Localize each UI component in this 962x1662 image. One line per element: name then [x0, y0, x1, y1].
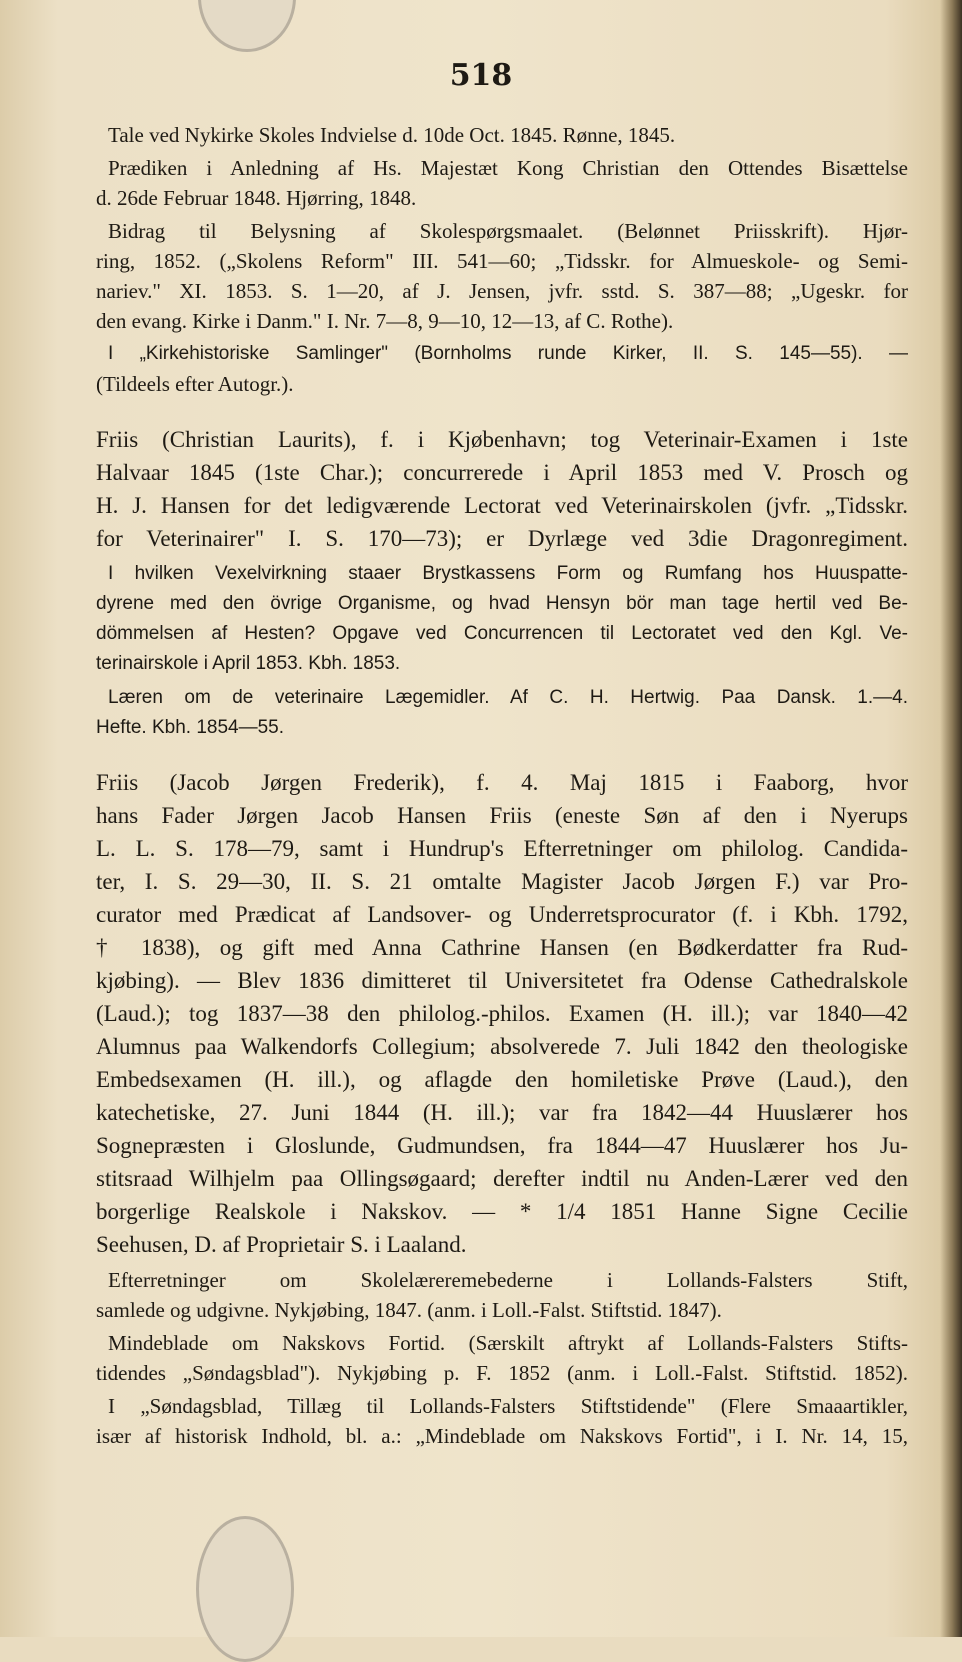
text-line: Seehusen, D. af Proprietair S. i Laaland.	[96, 1232, 467, 1257]
text-line: især af historisk Indhold, bl. a.: „Mindeblade om Nakskovs Fortid", i I. Nr. 14, 15,	[96, 1424, 908, 1448]
text-line: Læren om de veterinaire Lægemidler. Af C. H. Hertwig. Paa Dansk. 1.—4.	[108, 687, 908, 708]
text-line: I „Søndagsblad, Tillæg til Lollands-Falsters Stiftstidende" (Flere Smaaartikler,	[108, 1394, 908, 1418]
text-line: den evang. Kirke i Danm." I. Nr. 7—8, 9—10, 12—13, af C. Rothe).	[96, 309, 674, 333]
text-line: Embedsexamen (H. ill.), og aflagde den homiletiske Prøve (Laud.), den	[96, 1067, 908, 1092]
text-line: Sognepræsten i Gloslunde, Gudmundsen, fra 1844—47 Huuslærer hos Ju-	[96, 1133, 908, 1158]
text-line: stitsraad Wilhjelm paa Ollingsøgaard; derefter indtil nu Anden-Lærer ved den	[96, 1166, 908, 1191]
text-line: kjøbing). — Blev 1836 dimitteret til Universitetet fra Odense Cathedralskole	[96, 968, 908, 993]
text-line: hans Fader Jørgen Jacob Hansen Friis (eneste Søn af den i Nyerups	[96, 803, 908, 828]
text-line: ring, 1852. („Skolens Reform" III. 541—60; „Tidsskr. for Almueskole- og Semi-	[96, 249, 908, 273]
text-line: Efterretninger om Skolelæreremebederne i Lollands-Falsters Stift,	[108, 1268, 908, 1292]
text-line: for Veterinairer" I. S. 170—73); er Dyrlæge ved 3die Dragonregiment.	[96, 526, 908, 551]
text-line: I „Kirkehistoriske Samlinger" (Bornholms runde Kirker, II. S. 145—55). —	[108, 343, 908, 364]
text-line: Tale ved Nykirke Skoles Indvielse d. 10de Oct. 1845. Rønne, 1845.	[108, 123, 676, 147]
text-line: terinairskole i April 1853. Kbh. 1853.	[96, 653, 401, 674]
text-line: Friis (Christian Laurits), f. i Kjøbenhavn; tog Veterinair-Examen i 1ste	[96, 427, 908, 452]
text-line: borgerlige Realskole i Nakskov. — * 1/4 1851 Hanne Signe Cecilie	[96, 1199, 908, 1224]
page-edge-shadow	[940, 0, 962, 1637]
text-line: curator med Prædicat af Landsover- og Underretsprocurator (f. i Kbh. 1792,	[96, 902, 908, 927]
text-line: (Tildeels efter Autogr.).	[96, 372, 294, 396]
text-line: tidendes „Søndagsblad"). Nykjøbing p. F. 1852 (anm. i Loll.-Falst. Stiftstid. 1852).	[96, 1361, 908, 1385]
text-line: Mindeblade om Nakskovs Fortid. (Særskilt aftrykt af Lollands-Falsters Stifts-	[108, 1331, 908, 1355]
text-line: dömmelsen af Hesten? Opgave ved Concurrencen til Lectoratet ved den Kgl. Ve-	[96, 623, 908, 644]
text-line: dyrene med den övrige Organisme, og hvad Hensyn bör man tage hertil ved Be-	[96, 593, 908, 614]
body-text	[96, 0, 908, 1637]
text-line: Bidrag til Belysning af Skolespørgsmaalet. (Belønnet Priisskrift). Hjør-	[108, 219, 908, 243]
text-line: Friis (Jacob Jørgen Frederik), f. 4. Maj 1815 i Faaborg, hvor	[96, 770, 908, 795]
text-line: d. 26de Februar 1848. Hjørring, 1848.	[96, 186, 417, 210]
text-line: samlede og udgivne. Nykjøbing, 1847. (anm. i Loll.-Falst. Stiftstid. 1847).	[96, 1298, 722, 1322]
text-line: I hvilken Vexelvirkning staaer Brystkassens Form og Rumfang hos Huuspatte-	[108, 563, 908, 584]
text-line: Prædiken i Anledning af Hs. Majestæt Kong Christian den Ottendes Bisættelse	[108, 156, 908, 180]
text-line: ter, I. S. 29—30, II. S. 21 omtalte Magister Jacob Jørgen F.) var Pro-	[96, 869, 908, 894]
text-line: Hefte. Kbh. 1854—55.	[96, 717, 285, 738]
text-line: L. L. S. 178—79, samt i Hundrup's Efterretninger om philolog. Candida-	[96, 836, 908, 861]
text-line: (Laud.); tog 1837—38 den philolog.-philos. Examen (H. ill.); var 1840—42	[96, 1001, 908, 1026]
page-number: 518	[449, 58, 513, 93]
text-line: Alumnus paa Walkendorfs Collegium; absolverede 7. Juli 1842 den theologiske	[96, 1034, 908, 1059]
text-line: katechetiske, 27. Juni 1844 (H. ill.); var fra 1842—44 Huuslærer hos	[96, 1100, 908, 1125]
text-line: † 1838), og gift med Anna Cathrine Hansen (en Bødkerdatter fra Rud-	[96, 935, 908, 960]
text-line: H. J. Hansen for det ledigværende Lectorat ved Veterinairskolen (jvfr. „Tidsskr.	[96, 493, 908, 518]
text-line: nariev." XI. 1853. S. 1—20, af J. Jensen, jvfr. sstd. S. 387—88; „Ugeskr. for	[96, 279, 908, 303]
text-line: Halvaar 1845 (1ste Char.); concurrerede i April 1853 med V. Prosch og	[96, 460, 908, 485]
